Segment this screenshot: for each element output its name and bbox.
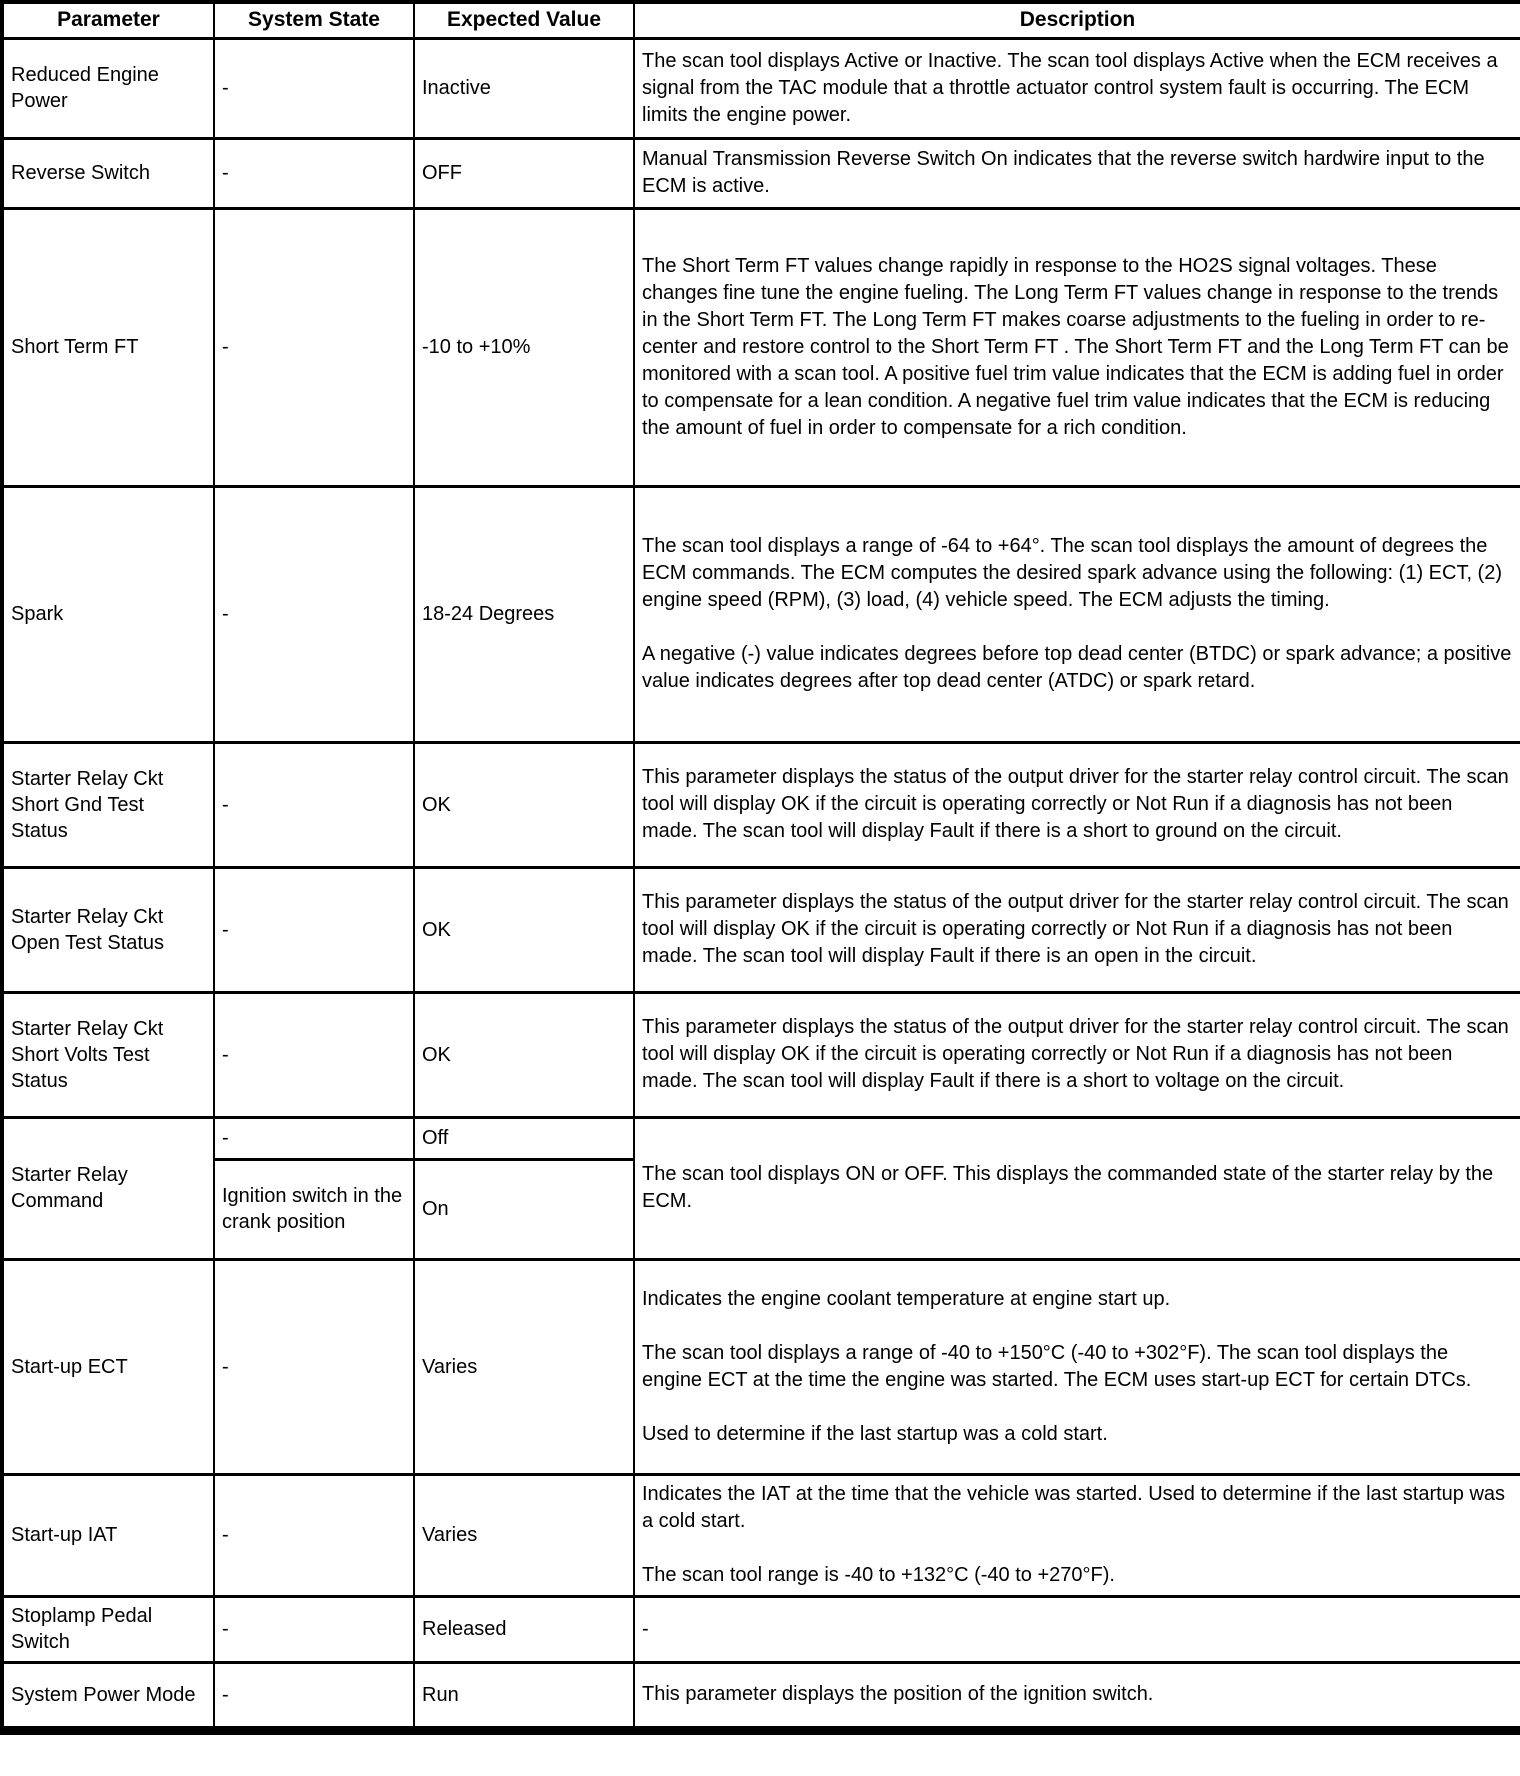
table-row: [2, 1117, 1520, 1159]
table-row: [2, 867, 1520, 992]
table-row: [2, 1474, 1520, 1596]
description-cell: [634, 486, 1520, 742]
description-paragraph: A negative (-) value indicates degrees before top dead center (BTDC) or spark advance; a positive value indicates degrees after top dead center (ATDC) or spark retard.: [642, 643, 1512, 692]
table-row: [2, 38, 1520, 138]
description-cell: [634, 1259, 1520, 1474]
table-row: [2, 138, 1520, 208]
header-row: [2, 2, 1520, 38]
expected-value-cell: Varies: [414, 1259, 634, 1474]
system-state-cell: -: [214, 1474, 414, 1596]
description-cell: [634, 992, 1520, 1117]
description-cell: [634, 867, 1520, 992]
expected-value-cell: Released: [414, 1596, 634, 1662]
expected-value-cell: Run: [414, 1662, 634, 1730]
description-paragraph: The scan tool displays ON or OFF. This displays the commanded state of the starter relay by the ECM.: [642, 1163, 1494, 1212]
description-cell: [634, 208, 1520, 486]
description-paragraph: The scan tool displays Active or Inactive. The scan tool displays Active when the ECM receives a signal from the TAC module that a throttle actuator control system fault is occurring. The ECM limits the engine power.: [642, 49, 1498, 126]
description-paragraph: Manual Transmission Reverse Switch On indicates that the reverse switch hardwire input to the ECM is active.: [642, 148, 1485, 197]
system-state-cell: -: [214, 992, 414, 1117]
description-paragraph: Indicates the engine coolant temperature at engine start up.: [642, 1287, 1171, 1310]
description-paragraph: The scan tool displays a range of -64 to +64°. The scan tool displays the amount of degrees the ECM commands. The ECM computes the desired spark advance using the following: (1) ECT, (2) engine speed (RPM), (3) load, (4) vehicle speed. The ECM adjusts the timing.: [642, 535, 1502, 611]
column-header-parameter: Parameter: [2, 2, 214, 38]
column-header-system-state: System State: [214, 2, 414, 38]
expected-value-cell: OFF: [414, 138, 634, 208]
system-state-cell: -: [214, 1117, 414, 1159]
description-cell: [634, 38, 1520, 138]
description-paragraph: This parameter displays the position of the ignition switch.: [642, 1683, 1154, 1705]
parameter-cell: Starter Relay Command: [2, 1117, 214, 1259]
expected-value-cell: Varies: [414, 1474, 634, 1596]
parameter-cell: Short Term FT: [2, 208, 214, 486]
table-row: [2, 992, 1520, 1117]
description-paragraph: The scan tool range is -40 to +132°C (-40 to +270°F).: [642, 1564, 1115, 1586]
description-paragraph: Used to determine if the last startup was a cold start.: [642, 1422, 1108, 1445]
column-header-description: Description: [634, 2, 1520, 38]
system-state-cell: -: [214, 742, 414, 867]
parameter-cell: Starter Relay Ckt Short Gnd Test Status: [2, 742, 214, 867]
description-paragraph: This parameter displays the status of the output driver for the starter relay control circuit. The scan tool will display OK if the circuit is operating correctly or Not Run if a diagnosis has not been made. The scan tool will display Fault if there is a short to ground on the circuit.: [642, 766, 1509, 842]
system-state-cell: -: [214, 486, 414, 742]
description-cell: [634, 1474, 1520, 1596]
parameter-cell: Start-up ECT: [2, 1259, 214, 1474]
description-paragraph: -: [642, 1617, 649, 1640]
description-paragraph: This parameter displays the status of the output driver for the starter relay control circuit. The scan tool will display OK if the circuit is operating correctly or Not Run if a diagnosis has not been made. The scan tool will display Fault if there is an open in the circuit.: [642, 891, 1509, 967]
parameter-cell: Start-up IAT: [2, 1474, 214, 1596]
parameter-cell: System Power Mode: [2, 1662, 214, 1730]
description-paragraph: The Short Term FT values change rapidly in response to the HO2S signal voltages. These changes fine tune the engine fueling. The Long Term FT values change in response to the trends in the Short Term FT. The Long Term FT makes coarse adjustments to the fueling in order to re-center and restore control to the Short Term FT . The Short Term FT and the Long Term FT can be monitored with a scan tool. A positive fuel trim value indicates that the ECM is adding fuel in order to compensate for a lean condition. A negative fuel trim value indicates that the ECM is reducing the amount of fuel in order to compensate for a rich condition.: [642, 254, 1509, 439]
parameter-cell: Spark: [2, 486, 214, 742]
description-cell: [634, 1117, 1520, 1259]
expected-value-cell: Inactive: [414, 38, 634, 138]
description-paragraph: Indicates the IAT at the time that the vehicle was started. Used to determine if the last startup was a cold start.: [642, 1483, 1506, 1532]
parameter-cell: Reverse Switch: [2, 138, 214, 208]
expected-value-cell: Off: [414, 1117, 634, 1159]
description-paragraph: The scan tool displays a range of -40 to +150°C (-40 to +302°F). The scan tool displays the engine ECT at the time the engine was started. The ECM uses start-up ECT for certain DTCs.: [642, 1341, 1472, 1391]
description-cell: [634, 742, 1520, 867]
parameter-cell: Reduced Engine Power: [2, 38, 214, 138]
expected-value-cell: -10 to +10%: [414, 208, 634, 486]
system-state-cell: -: [214, 1662, 414, 1730]
system-state-cell: -: [214, 138, 414, 208]
expected-value-cell: OK: [414, 742, 634, 867]
description-paragraph: This parameter displays the status of the output driver for the starter relay control circuit. The scan tool will display OK if the circuit is operating correctly or Not Run if a diagnosis has not been made. The scan tool will display Fault if there is a short to voltage on the circuit.: [642, 1016, 1509, 1092]
system-state-cell: -: [214, 867, 414, 992]
parameter-cell: Starter Relay Ckt Open Test Status: [2, 867, 214, 992]
expected-value-cell: 18-24 Degrees: [414, 486, 634, 742]
expected-value-cell: OK: [414, 867, 634, 992]
system-state-cell: -: [214, 208, 414, 486]
table-row: [2, 1259, 1520, 1474]
column-header-expected-value: Expected Value: [414, 2, 634, 38]
description-cell: [634, 1596, 1520, 1662]
table-row: [2, 1662, 1520, 1730]
system-state-cell: -: [214, 1259, 414, 1474]
table-row: [2, 1596, 1520, 1662]
system-state-cell: -: [214, 38, 414, 138]
table-row: [2, 208, 1520, 486]
table-row: [2, 486, 1520, 742]
expected-value-cell: On: [414, 1159, 634, 1259]
system-state-cell: -: [214, 1596, 414, 1662]
parameter-cell: Stoplamp Pedal Switch: [2, 1596, 214, 1662]
parameter-cell: Starter Relay Ckt Short Volts Test Status: [2, 992, 214, 1117]
expected-value-cell: OK: [414, 992, 634, 1117]
description-cell: [634, 138, 1520, 208]
description-cell: [634, 1662, 1520, 1730]
table-row: [2, 742, 1520, 867]
system-state-cell: Ignition switch in the crank position: [214, 1159, 414, 1259]
